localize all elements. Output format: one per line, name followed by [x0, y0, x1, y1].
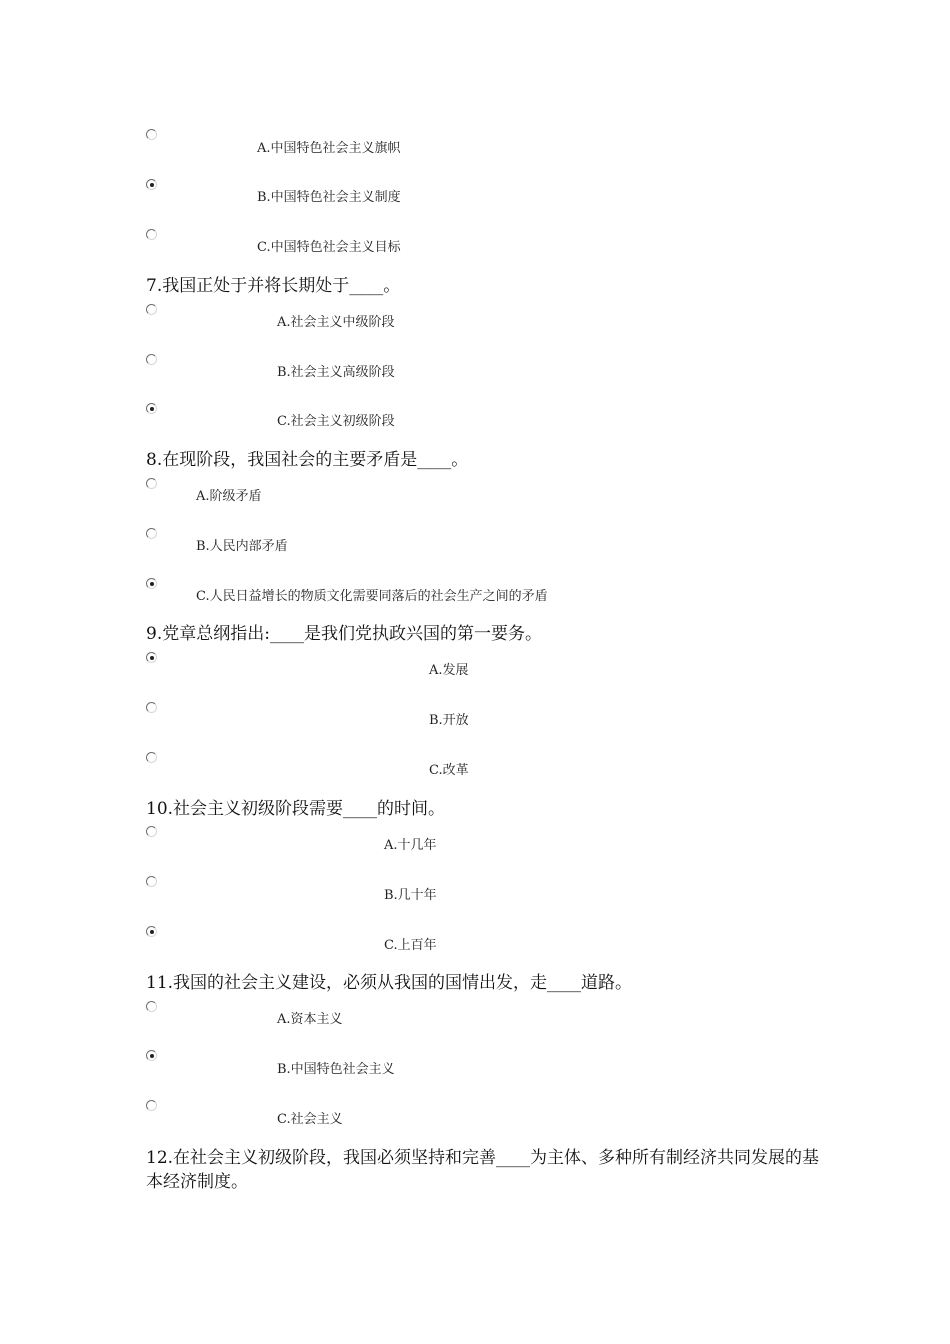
question-text: 党章总纲指出:____是我们党执政兴国的第一要务。 — [162, 624, 542, 644]
q9-option-a-radio[interactable] — [146, 652, 157, 663]
q8-option-a-label: A.阶级矛盾 — [196, 489, 262, 504]
question-12 — [146, 1146, 826, 1194]
q6-option-b-label: B.中国特色社会主义制度 — [257, 190, 401, 205]
q11-option-a-radio[interactable] — [146, 1001, 157, 1012]
q6-option-a-label: A.中国特色社会主义旗帜 — [257, 141, 401, 156]
q6-option-c-label: C.中国特色社会主义目标 — [257, 240, 401, 255]
q8-option-c-label: C.人民日益增长的物质文化需要同落后的社会生产之间的矛盾 — [196, 589, 548, 604]
q7-option-b-label: B.社会主义高级阶段 — [277, 365, 395, 380]
question-11 — [146, 971, 632, 995]
q11-option-a-label: A.资本主义 — [277, 1012, 343, 1027]
question-text: 我国的社会主义建设，必须从我国的国情出发，走____道路。 — [173, 973, 633, 993]
q7-option-a-label: A.社会主义中级阶段 — [277, 315, 395, 330]
q11-option-c-label: C.社会主义 — [277, 1112, 343, 1127]
q11-option-b-label: B.中国特色社会主义 — [277, 1062, 395, 1077]
question-text: 在社会主义初级阶段，我国必须坚持和完善____为主体、多种所有制经济共同发展的基本经济制度。 — [146, 1148, 820, 1192]
q10-option-c-label: C.上百年 — [384, 938, 437, 953]
question-10 — [146, 797, 445, 821]
q6-option-b-radio[interactable] — [146, 179, 157, 190]
q8-option-a-radio[interactable] — [146, 478, 157, 489]
q7-option-b-radio[interactable] — [146, 354, 157, 365]
q10-option-b-label: B.几十年 — [384, 888, 437, 903]
question-number: 10. — [146, 799, 174, 819]
q6-option-a-radio[interactable] — [146, 129, 157, 140]
question-number: 7. — [146, 276, 163, 296]
q7-option-c-label: C.社会主义初级阶段 — [277, 414, 395, 429]
q9-option-b-radio[interactable] — [146, 702, 157, 713]
question-9 — [146, 622, 542, 646]
question-7 — [146, 274, 400, 298]
q6-option-c-radio[interactable] — [146, 229, 157, 240]
q11-option-b-radio[interactable] — [146, 1050, 157, 1061]
q10-option-a-label: A.十几年 — [384, 838, 437, 853]
q9-option-c-label: C.改革 — [429, 763, 469, 778]
q9-option-a-label: A.发展 — [429, 663, 469, 678]
q10-option-c-radio[interactable] — [146, 926, 157, 937]
q10-option-b-radio[interactable] — [146, 876, 157, 887]
question-number: 9. — [146, 624, 163, 644]
q11-option-c-radio[interactable] — [146, 1100, 157, 1111]
question-number: 8. — [146, 450, 163, 470]
q8-option-c-radio[interactable] — [146, 578, 157, 589]
q9-option-b-label: B.开放 — [429, 713, 469, 728]
question-text: 社会主义初级阶段需要____的时间。 — [173, 799, 446, 819]
q8-option-b-radio[interactable] — [146, 528, 157, 539]
question-number: 11. — [146, 973, 174, 993]
q10-option-a-radio[interactable] — [146, 826, 157, 837]
question-text: 我国正处于并将长期处于____。 — [162, 276, 401, 296]
q9-option-c-radio[interactable] — [146, 752, 157, 763]
q7-option-a-radio[interactable] — [146, 304, 157, 315]
q8-option-b-label: B.人民内部矛盾 — [196, 539, 288, 554]
question-number: 12. — [146, 1148, 174, 1168]
question-8 — [146, 448, 468, 472]
question-text: 在现阶段，我国社会的主要矛盾是____。 — [162, 450, 469, 470]
q7-option-c-radio[interactable] — [146, 403, 157, 414]
